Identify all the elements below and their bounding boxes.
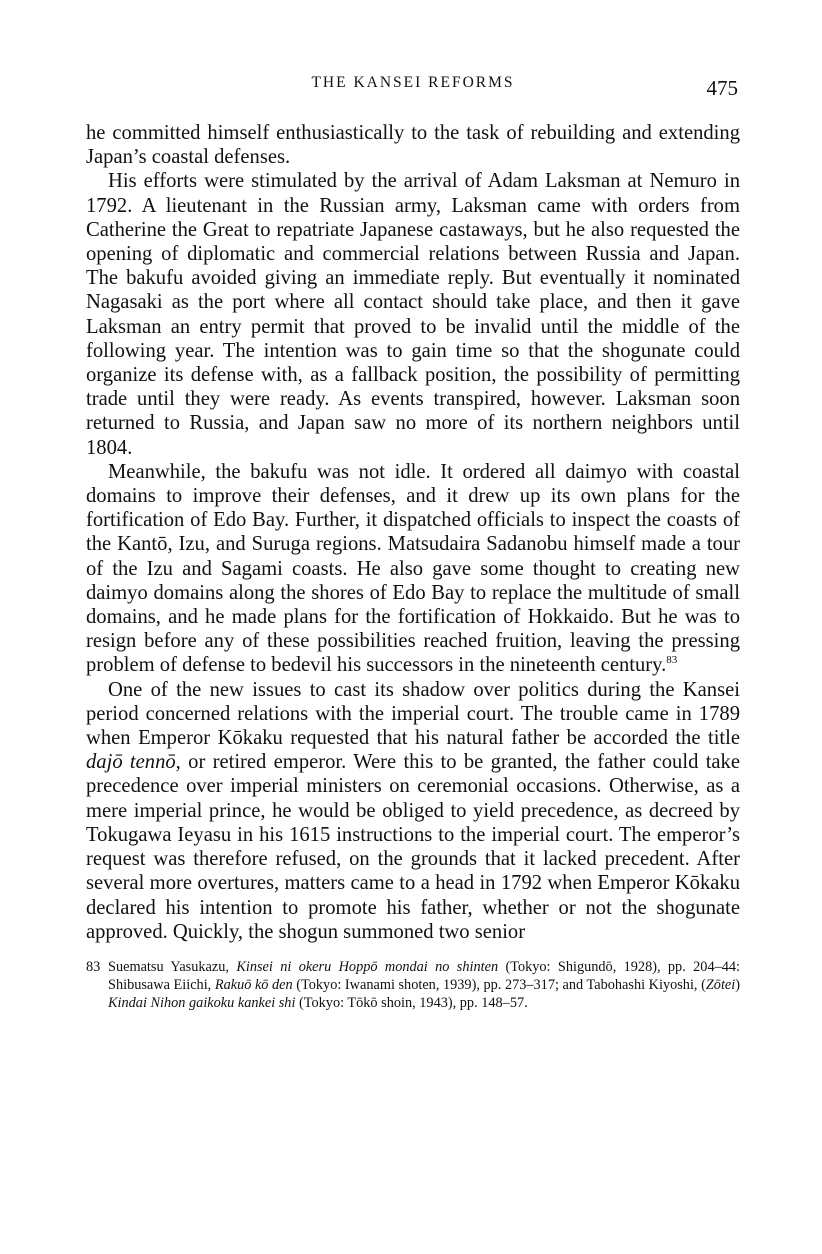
paragraph-coastal-defense xyxy=(86,460,740,678)
paragraph-imperial-court xyxy=(86,678,740,944)
paragraph-continuation xyxy=(86,121,740,169)
footnote-segment: ) xyxy=(735,976,740,993)
page-number: 475 xyxy=(706,76,738,100)
footnote-title-italic: Rakuō kō den xyxy=(214,976,293,993)
footnote xyxy=(86,958,740,1012)
footnote-number: 83 xyxy=(86,958,101,975)
footnote-segment: (Tokyo: Tōkō shoin, 1943), pp. 148–57. xyxy=(295,994,528,1011)
paragraph-text: or retired emperor. Were this to be granted, the father could take precedence over imperial ministers on ceremonial occasions. Otherwise, as a mere imperial prince, he would be obliged to yield precedence, as decreed by Tokugawa Ieyasu in his 1615 instructions to the imperial court. The emperor’s request was therefore refused, on the grounds that it lacked precedent. After several more overtures, matters came to a head in 1792 when Emperor Kōkaku declared his intention to promote his father, whether or not the shogunate approved. Quickly, the shogun summoned two senior xyxy=(86,751,740,943)
footnote-title-italic: Kindai Nihon gaikoku kankei shi xyxy=(108,994,296,1011)
footnote-segment: (Tokyo: Iwanami shoten, 1939), pp. 273–317; and Tabohashi Kiyoshi, ( xyxy=(292,976,706,993)
paragraph-text: Meanwhile, the bakufu was not idle. It ordered all daimyo with coastal domains to improve their defenses, and it drew up its own plans for the fortification of Edo Bay. Further, it dispatched officials to inspect the coasts of the Kantō, Izu, and Suruga regions. Matsudaira Sadanobu himself made a tour of the Izu and Sagami coasts. He also gave some thought to creating new daimyo domains along the shores of Edo Bay to replace the multitude of small domains, and he made plans for the fortification of Hokkaido. But he was to resign before any of these possibilities reached fruition, leaving the pressing problem of defense to bedevil his successors in the nineteenth century. xyxy=(86,460,740,677)
footnote-title-italic: Zōtei xyxy=(705,976,736,993)
paragraph-laksman xyxy=(86,169,740,459)
running-head xyxy=(86,70,740,104)
footnote-reference[interactable]: 83 xyxy=(666,654,678,667)
running-title: THE KANSEI REFORMS xyxy=(311,74,515,91)
footnote-text xyxy=(108,959,740,1011)
paragraph-text: One of the new issues to cast its shadow over politics during the Kansei period concerned relations with the imperial court. The trouble came in 1789 when Emperor Kōkaku requested that his natural father be accorded the title xyxy=(86,678,740,750)
paragraph-text: he committed himself enthusiastically to the task of rebuilding and extending Japan’s coastal defenses. xyxy=(86,122,740,169)
footnotes xyxy=(86,958,740,1012)
footnote-segment: (Tokyo: Shigundō, 1928), pp. 204–44: Shibusawa Eiichi, xyxy=(108,958,741,993)
body-text xyxy=(86,121,740,944)
book-page xyxy=(86,70,740,1012)
italic-term: dajō tennō, xyxy=(86,751,181,774)
footnote-title-italic: Kinsei ni okeru Hoppō mondai no shinten xyxy=(236,958,499,975)
paragraph-text: His efforts were stimulated by the arrival of Adam Laksman at Nemuro in 1792. A lieutenant in the Russian army, Laksman came with orders from Catherine the Great to repatriate Japanese castaways, but he also requested the opening of diplomatic and commercial relations between Russia and Japan. The bakufu avoided giving an immediate reply. But eventually it nominated Nagasaki as the port where all contact should take place, and then it gave Laksman an entry permit that proved to be invalid until the middle of the following year. The intention was to gain time so that the shogunate could organize its defense with, as a fallback position, the possibility of permitting trade until they were ready. As events transpired, however. Laksman soon returned to Russia, and Japan saw no more of its northern neighbors until 1804. xyxy=(86,170,740,459)
footnote-segment: Suematsu Yasukazu, xyxy=(108,958,237,975)
